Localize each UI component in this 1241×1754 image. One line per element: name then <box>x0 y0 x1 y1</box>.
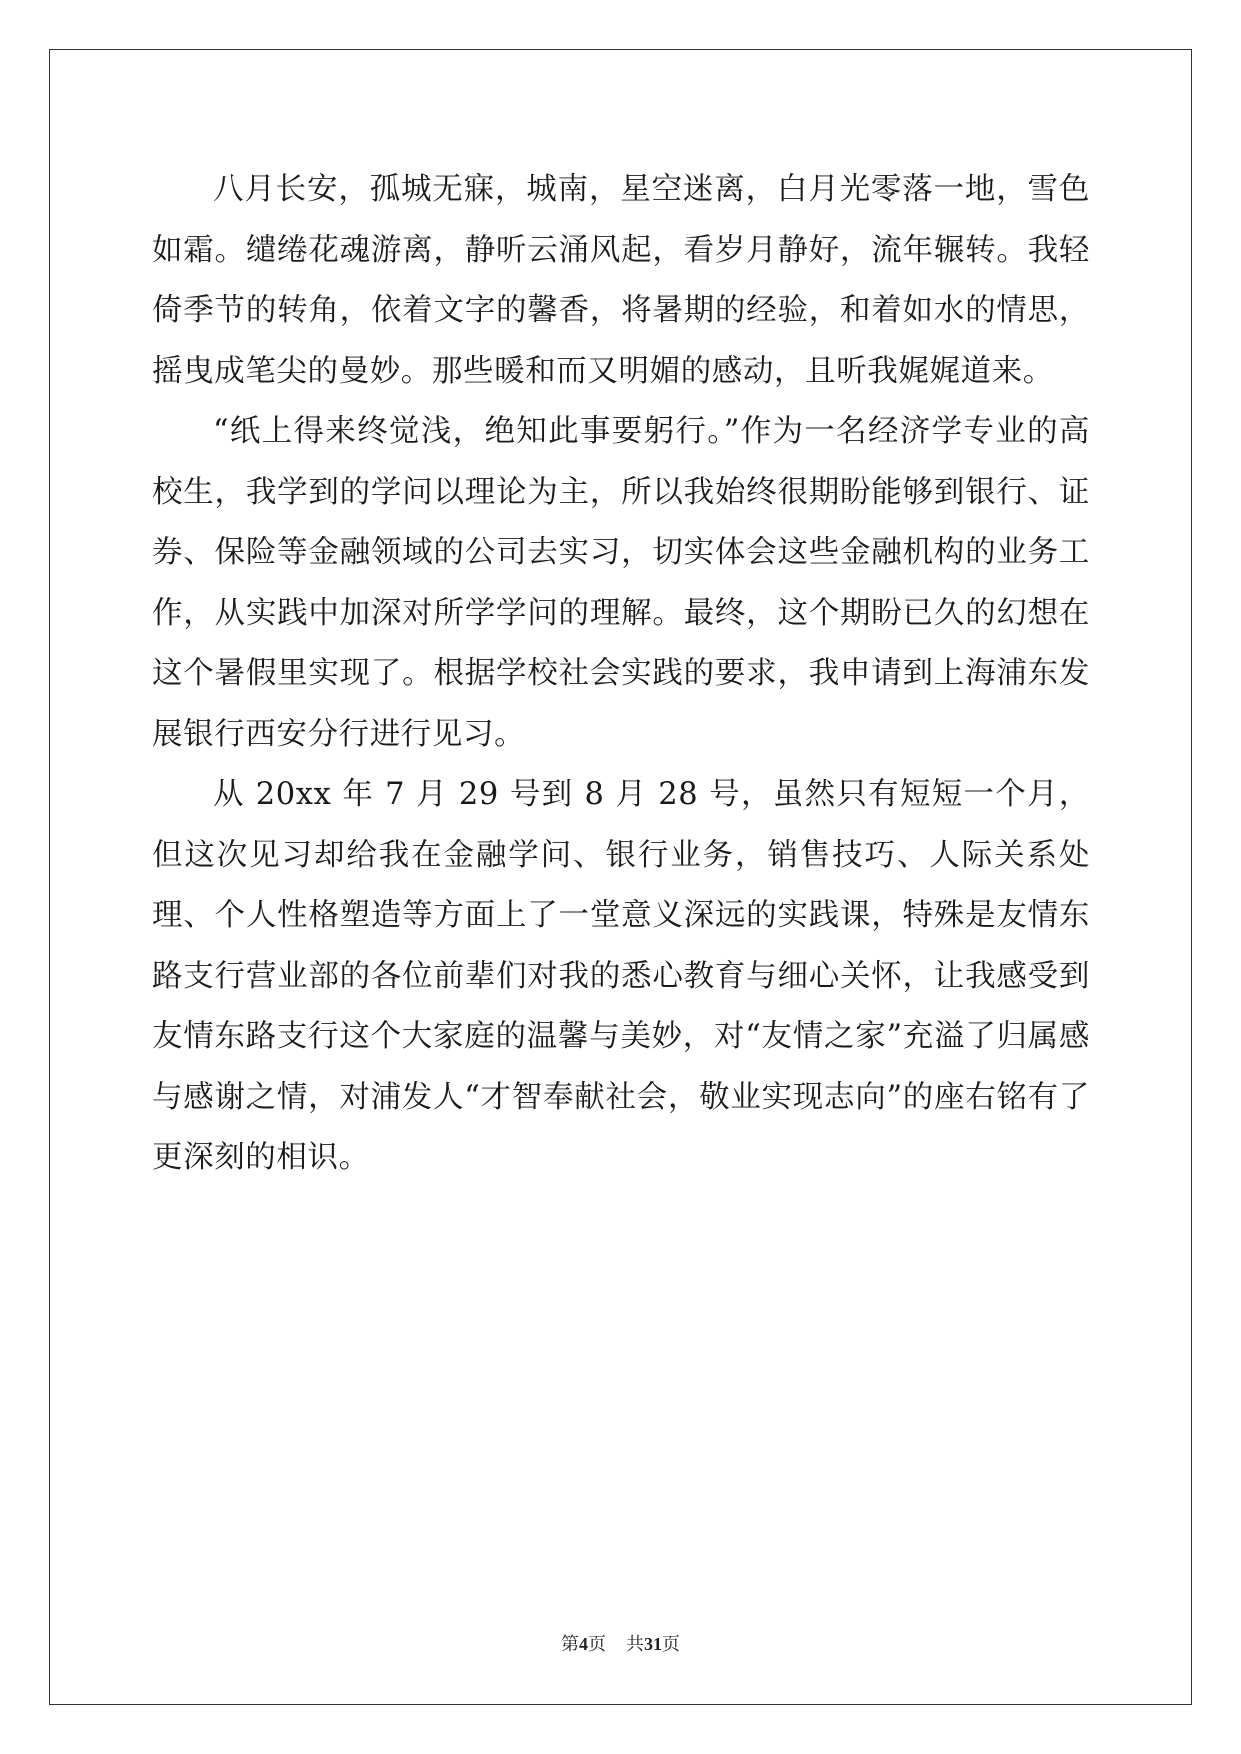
document-body <box>152 160 1090 1189</box>
paragraph: 八月长安，孤城无寐，城南，星空迷离，白月光零落一地，雪色如霜。缱绻花魂游离，静听云涌风起，看岁月静好，流年辗转。我轻倚季节的转角，依着文字的馨香，将暑期的经验，和着如水的情思，摇曳成笔尖的曼妙。那些暖和而又明媚的感动，且听我娓娓道来。 <box>152 172 1090 389</box>
paragraph: 从 20xx 年 7 月 29 号到 8 月 28 号，虽然只有短短一个月，但这次见习却给我在金融学问、银行业务，销售技巧、人际关系处理、个人性格塑造等方面上了一堂意义深远的实践课，特殊是友情东路支行营业部的各位前辈们对我的悉心教育与细心关怀，让我感受到友情东路支行这个大家庭的温馨与美妙，对“友情之家”充溢了归属感与感谢之情，对浦发人“才智奉献社会，敬业实现志向”的座右铭有了更深刻的相识。 <box>152 777 1090 1175</box>
page-number-footer <box>0 1632 1241 1656</box>
paragraph: “纸上得来终觉浅，绝知此事要躬行。”作为一名经济学专业的高校生，我学到的学问以理论为主，所以我始终很期盼能够到银行、证券、保险等金融领域的公司去实习，切实体会这些金融机构的业务工作，从实践中加深对所学学问的理解。最终，这个期盼已久的幻想在这个暑假里实现了。根据学校社会实践的要求，我申请到上海浦东发展银行西安分行进行见习。 <box>152 414 1090 752</box>
footer-total-prefix: 共 <box>626 1634 644 1654</box>
footer-total-suffix: 页 <box>662 1634 680 1654</box>
current-page-number: 4 <box>579 1634 588 1654</box>
footer-prefix: 第 <box>561 1634 579 1654</box>
total-pages-number: 31 <box>644 1634 662 1654</box>
footer-page-suffix: 页 <box>588 1634 606 1654</box>
